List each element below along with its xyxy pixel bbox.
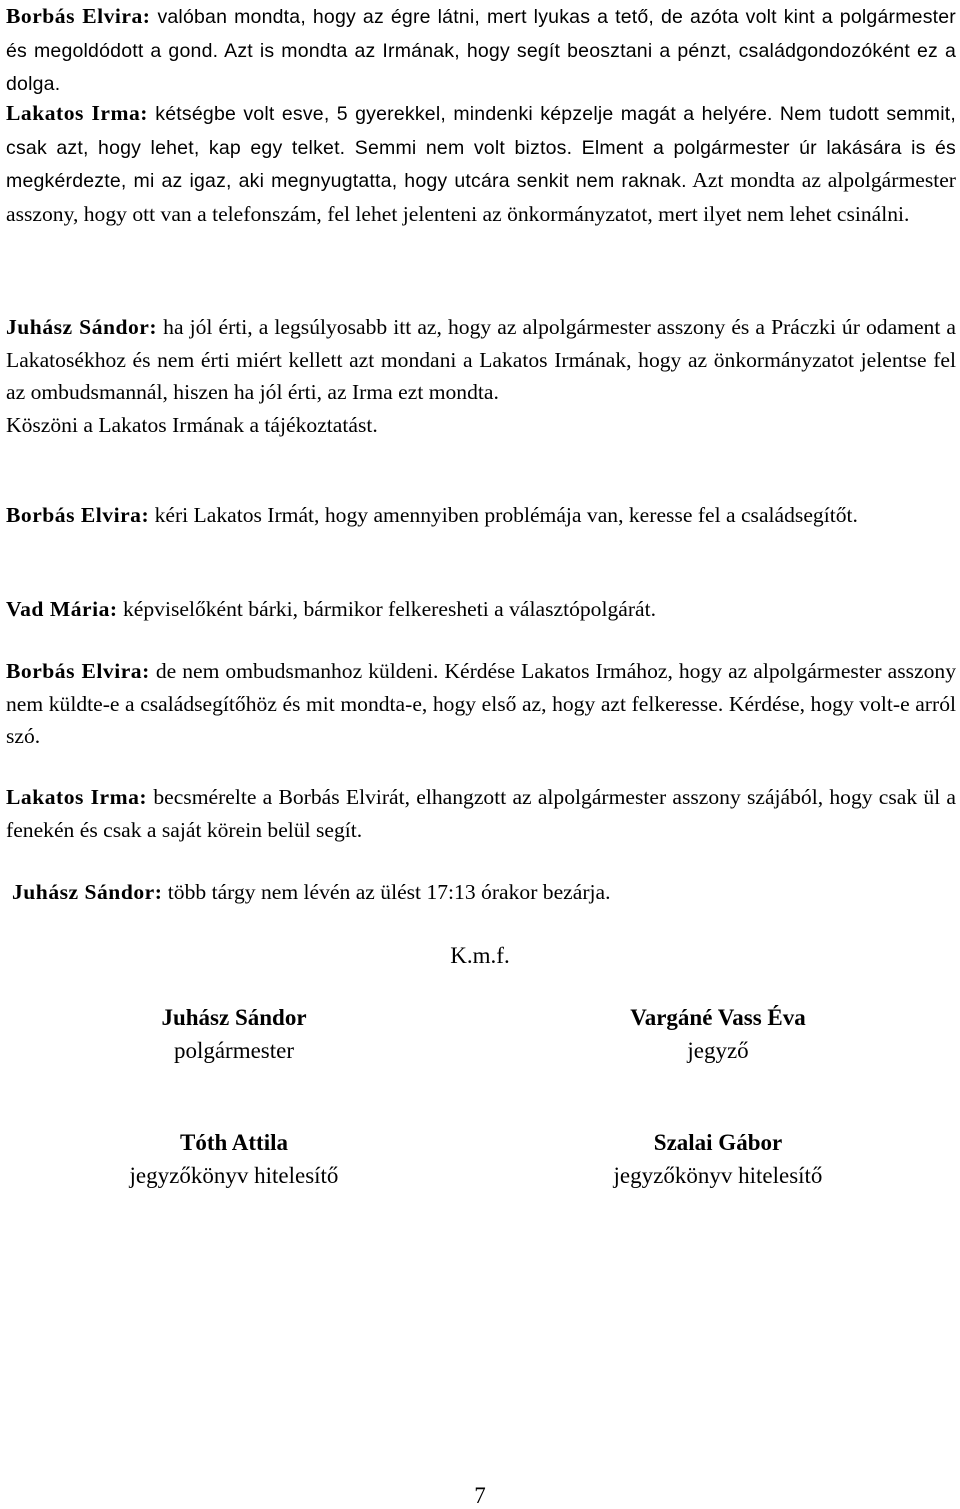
signature-notary bbox=[568, 1001, 868, 1067]
statement-text: valóban mondta, hogy az égre látni, mert lyukas a tető, de azóta volt kint a polgármester és megoldódott a gond. Azt is mondta az Irmának, hogy segít beosztani a pénzt, családgondozóként ez a dolga. bbox=[6, 6, 956, 95]
speaker-label: Borbás Elvira: bbox=[6, 659, 150, 683]
statement-text-continued: Köszöni a Lakatos Irmának a tájékoztatást. bbox=[6, 412, 378, 437]
paragraph-juhasz-1 bbox=[6, 311, 956, 441]
paragraph-borbas-2 bbox=[6, 499, 956, 532]
paragraph-lakatos-1 bbox=[6, 97, 956, 230]
signatory-name: Juhász Sándor bbox=[161, 1005, 307, 1030]
speaker-label: Juhász Sándor: bbox=[6, 315, 158, 339]
statement-text: kéri Lakatos Irmát, hogy amennyiben problémája van, keresse fel a családsegítőt. bbox=[149, 503, 858, 527]
signature-authenticator-2 bbox=[568, 1126, 868, 1192]
paragraph-vad bbox=[6, 593, 956, 626]
paragraph-borbas-3 bbox=[6, 655, 956, 753]
signatory-title: jegyzőkönyv hitelesítő bbox=[129, 1163, 339, 1188]
statement-text: több tárgy nem lévén az ülést 17:13 órakor bezárja. bbox=[162, 880, 611, 904]
speaker-label: Juhász Sándor: bbox=[12, 880, 163, 904]
speaker-label: Borbás Elvira: bbox=[6, 503, 150, 527]
signatory-title: jegyzőkönyv hitelesítő bbox=[613, 1163, 823, 1188]
statement-text: képviselőként bárki, bármikor felkeresheti a választópolgárát. bbox=[117, 597, 657, 621]
signature-mayor bbox=[84, 1001, 384, 1067]
signatory-name: Szalai Gábor bbox=[653, 1130, 783, 1155]
signatory-title: jegyző bbox=[687, 1038, 749, 1063]
statement-text-continued: Azt mondta az alpolgármester asszony, hogy ott van a telefonszám, fel lehet jelenteni az önkormányzatot, mert ilyet nem lehet csinálni. bbox=[6, 168, 956, 226]
closing-kmf: K.m.f. bbox=[450, 943, 510, 968]
statement-text: kétségbe volt esve, 5 gyerekkel, mindenki képzelje magát a helyére. Nem tudott semmit, csak azt, hogy lehet, kap egy telket. Semmi nem volt biztos. Elment a polgármester úr lakására is és megkérdezte, mi az igaz, aki megnyugtatta, hogy utcára senkit nem raknak. bbox=[6, 103, 956, 192]
page-number: 7 bbox=[474, 1483, 486, 1508]
speaker-label: Borbás Elvira: bbox=[6, 4, 151, 28]
signatory-name: Vargáné Vass Éva bbox=[630, 1005, 806, 1030]
statement-text: ha jól érti, a legsúlyosabb itt az, hogy az alpolgármester asszony és a Práczki úr odament a Lakatosékhoz és nem érti miért kellett azt mondani a Lakatos Irmának, hogy az önkormányzatot jelentse fel az ombudsmannál, hiszen ha jól érti, az Irma ezt mondta. bbox=[6, 315, 956, 404]
statement-text: de nem ombudsmanhoz küldeni. Kérdése Lakatos Irmához, hogy az alpolgármester asszony nem küldte-e a családsegítőhöz és mit mondta-e, hogy első az, hogy azt felkeresse. Kérdése, hogy volt-e arról szó. bbox=[6, 659, 956, 748]
paragraph-lakatos-2 bbox=[6, 781, 956, 846]
signatory-title: polgármester bbox=[173, 1038, 295, 1063]
speaker-label: Lakatos Irma: bbox=[6, 785, 148, 809]
paragraph-borbas-1 bbox=[6, 0, 956, 101]
signature-authenticator-1 bbox=[84, 1126, 384, 1192]
speaker-label: Lakatos Irma: bbox=[6, 101, 148, 125]
speaker-label: Vad Mária: bbox=[6, 597, 118, 621]
paragraph-juhasz-closing bbox=[12, 876, 956, 909]
statement-text: becsmérelte a Borbás Elvirát, elhangzott az alpolgármester asszony szájából, hogy csak ül a fenekén és csak a saját körein belül segít. bbox=[6, 785, 956, 842]
signatory-name: Tóth Attila bbox=[180, 1130, 288, 1155]
